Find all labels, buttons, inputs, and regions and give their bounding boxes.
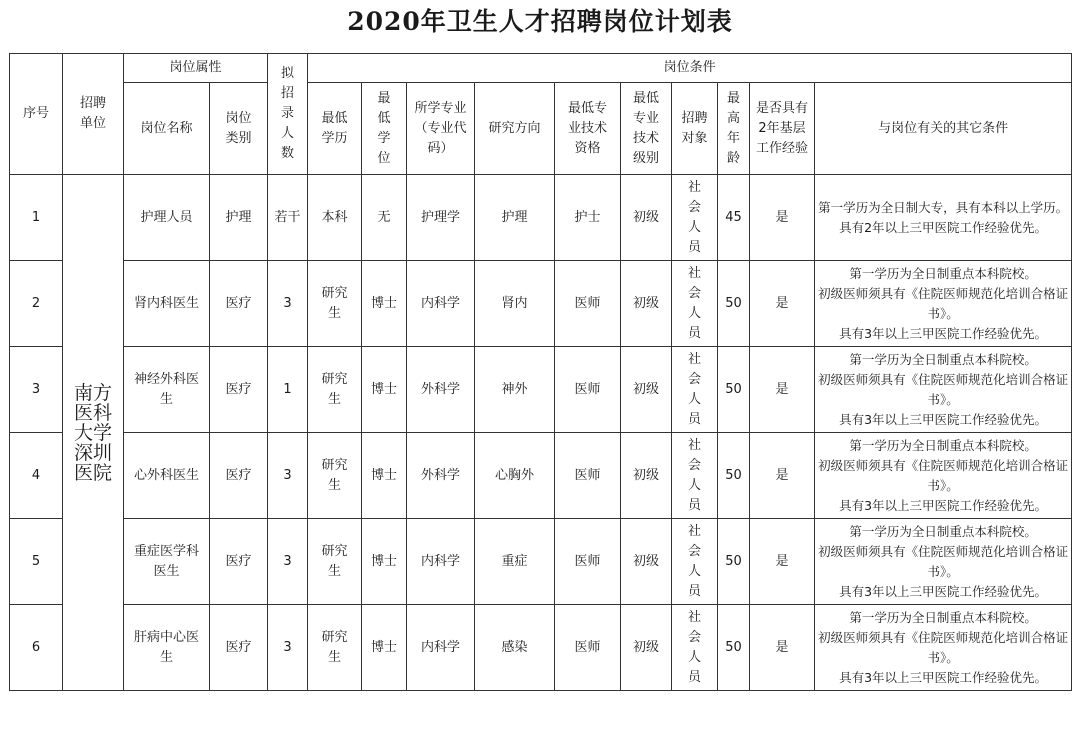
header-min-degree: 最低学位 [362, 83, 407, 175]
cell-major: 内科学 [407, 519, 475, 605]
cell-max-age: 50 [718, 433, 750, 519]
page-title: 2020年卫生人才招聘岗位计划表 [347, 7, 733, 36]
cell-other [815, 347, 1072, 433]
cell-seq: 6 [10, 605, 63, 691]
other-condition-line: 初级医师须具有《住院医师规范化培训合格证书》。 [818, 543, 1069, 579]
cell-min-level: 初级 [621, 347, 672, 433]
table-row [10, 605, 1072, 691]
header-grassroots: 是否具有2年基层工作经验 [750, 83, 815, 175]
other-condition-line: 第一学历为全日制重点本科院校。 [849, 437, 1037, 453]
cell-research: 感染 [475, 605, 555, 691]
other-condition-line: 初级医师须具有《住院医师规范化培训合格证书》。 [818, 457, 1069, 493]
cell-target: 社会人员 [672, 519, 718, 605]
other-condition-line: 初级医师须具有《住院医师规范化培训合格证书》。 [818, 285, 1069, 321]
cell-post-name: 肾内科医生 [124, 261, 210, 347]
cell-seq: 5 [10, 519, 63, 605]
cell-grassroots: 是 [750, 347, 815, 433]
cell-min-degree: 无 [362, 175, 407, 261]
cell-post-name: 护理人员 [124, 175, 210, 261]
header-min-edu: 最低学历 [308, 83, 362, 175]
header-row-bottom [10, 83, 1072, 175]
cell-major: 外科学 [407, 347, 475, 433]
cell-other [815, 519, 1072, 605]
cell-min-qual: 医师 [555, 433, 621, 519]
cell-max-age: 50 [718, 347, 750, 433]
other-condition-line: 具有3年以上三甲医院工作经验优先。 [839, 411, 1048, 427]
other-condition-line: 第一学历为全日制大专，具有本科以上学历。 [818, 199, 1069, 215]
cell-unit: 南方医科大学深圳医院 [63, 175, 124, 691]
other-condition-line: 具有2年以上三甲医院工作经验优先。 [839, 219, 1048, 235]
cell-post-type: 医疗 [210, 261, 268, 347]
cell-planned: 1 [268, 347, 308, 433]
cell-min-qual: 医师 [555, 605, 621, 691]
cell-planned: 3 [268, 519, 308, 605]
other-condition-line: 具有3年以上三甲医院工作经验优先。 [839, 325, 1048, 341]
cell-min-level: 初级 [621, 175, 672, 261]
cell-post-name: 神经外科医生 [124, 347, 210, 433]
other-condition-line: 初级医师须具有《住院医师规范化培训合格证书》。 [818, 629, 1069, 665]
cell-post-type: 医疗 [210, 519, 268, 605]
cell-min-degree: 博士 [362, 605, 407, 691]
header-post-type: 岗位类别 [210, 83, 268, 175]
cell-grassroots: 是 [750, 175, 815, 261]
header-post-attr: 岗位属性 [124, 54, 268, 83]
cell-research: 护理 [475, 175, 555, 261]
table-row [10, 433, 1072, 519]
cell-post-name: 心外科医生 [124, 433, 210, 519]
cell-post-type: 护理 [210, 175, 268, 261]
header-other: 与岗位有关的其它条件 [815, 83, 1072, 175]
cell-post-name: 肝病中心医生 [124, 605, 210, 691]
cell-min-edu: 研究生 [308, 605, 362, 691]
cell-seq: 1 [10, 175, 63, 261]
cell-max-age: 50 [718, 261, 750, 347]
cell-min-degree: 博士 [362, 433, 407, 519]
header-unit: 招聘单位 [63, 54, 124, 175]
cell-research: 肾内 [475, 261, 555, 347]
cell-research: 心胸外 [475, 433, 555, 519]
cell-max-age: 50 [718, 519, 750, 605]
cell-grassroots: 是 [750, 261, 815, 347]
cell-min-qual: 医师 [555, 347, 621, 433]
header-row-top [10, 54, 1072, 83]
cell-seq: 4 [10, 433, 63, 519]
recruitment-plan-table [9, 53, 1072, 691]
cell-seq: 3 [10, 347, 63, 433]
cell-research: 重症 [475, 519, 555, 605]
cell-major: 内科学 [407, 605, 475, 691]
cell-min-qual: 护士 [555, 175, 621, 261]
cell-other [815, 433, 1072, 519]
table-row [10, 347, 1072, 433]
cell-post-type: 医疗 [210, 605, 268, 691]
header-target: 招聘对象 [672, 83, 718, 175]
header-min-qual: 最低专业技术资格 [555, 83, 621, 175]
cell-min-degree: 博士 [362, 519, 407, 605]
cell-target: 社会人员 [672, 433, 718, 519]
cell-research: 神外 [475, 347, 555, 433]
header-seq: 序号 [10, 54, 63, 175]
cell-max-age: 50 [718, 605, 750, 691]
cell-max-age: 45 [718, 175, 750, 261]
cell-min-edu: 研究生 [308, 261, 362, 347]
cell-target: 社会人员 [672, 347, 718, 433]
other-condition-line: 初级医师须具有《住院医师规范化培训合格证书》。 [818, 371, 1069, 407]
header-max-age: 最高年龄 [718, 83, 750, 175]
cell-min-edu: 本科 [308, 175, 362, 261]
cell-min-level: 初级 [621, 605, 672, 691]
header-planned: 拟招录人数 [268, 54, 308, 175]
cell-other [815, 605, 1072, 691]
other-condition-line: 具有3年以上三甲医院工作经验优先。 [839, 497, 1048, 513]
cell-min-edu: 研究生 [308, 519, 362, 605]
other-condition-line: 具有3年以上三甲医院工作经验优先。 [839, 583, 1048, 599]
cell-seq: 2 [10, 261, 63, 347]
cell-target: 社会人员 [672, 605, 718, 691]
table-body [10, 175, 1072, 691]
cell-post-name: 重症医学科医生 [124, 519, 210, 605]
cell-major: 外科学 [407, 433, 475, 519]
header-conditions: 岗位条件 [308, 54, 1072, 83]
cell-target: 社会人员 [672, 261, 718, 347]
cell-grassroots: 是 [750, 519, 815, 605]
cell-grassroots: 是 [750, 605, 815, 691]
cell-post-type: 医疗 [210, 347, 268, 433]
header-research: 研究方向 [475, 83, 555, 175]
cell-min-degree: 博士 [362, 261, 407, 347]
header-major: 所学专业（专业代码） [407, 83, 475, 175]
cell-min-edu: 研究生 [308, 347, 362, 433]
cell-planned: 3 [268, 261, 308, 347]
cell-min-level: 初级 [621, 433, 672, 519]
other-condition-line: 第一学历为全日制重点本科院校。 [849, 265, 1037, 281]
cell-post-type: 医疗 [210, 433, 268, 519]
cell-major: 护理学 [407, 175, 475, 261]
cell-min-qual: 医师 [555, 519, 621, 605]
other-condition-line: 第一学历为全日制重点本科院校。 [849, 351, 1037, 367]
cell-target: 社会人员 [672, 175, 718, 261]
cell-min-degree: 博士 [362, 347, 407, 433]
cell-min-edu: 研究生 [308, 433, 362, 519]
table-row [10, 519, 1072, 605]
cell-planned: 3 [268, 433, 308, 519]
header-min-level: 最低专业技术级别 [621, 83, 672, 175]
cell-major: 内科学 [407, 261, 475, 347]
table-row [10, 261, 1072, 347]
cell-min-qual: 医师 [555, 261, 621, 347]
cell-min-level: 初级 [621, 261, 672, 347]
cell-other [815, 175, 1072, 261]
table-row [10, 175, 1072, 261]
cell-planned: 3 [268, 605, 308, 691]
cell-min-level: 初级 [621, 519, 672, 605]
header-post-name: 岗位名称 [124, 83, 210, 175]
cell-grassroots: 是 [750, 433, 815, 519]
cell-planned: 若干 [268, 175, 308, 261]
other-condition-line: 具有3年以上三甲医院工作经验优先。 [839, 669, 1048, 685]
other-condition-line: 第一学历为全日制重点本科院校。 [849, 523, 1037, 539]
cell-other [815, 261, 1072, 347]
other-condition-line: 第一学历为全日制重点本科院校。 [849, 609, 1037, 625]
